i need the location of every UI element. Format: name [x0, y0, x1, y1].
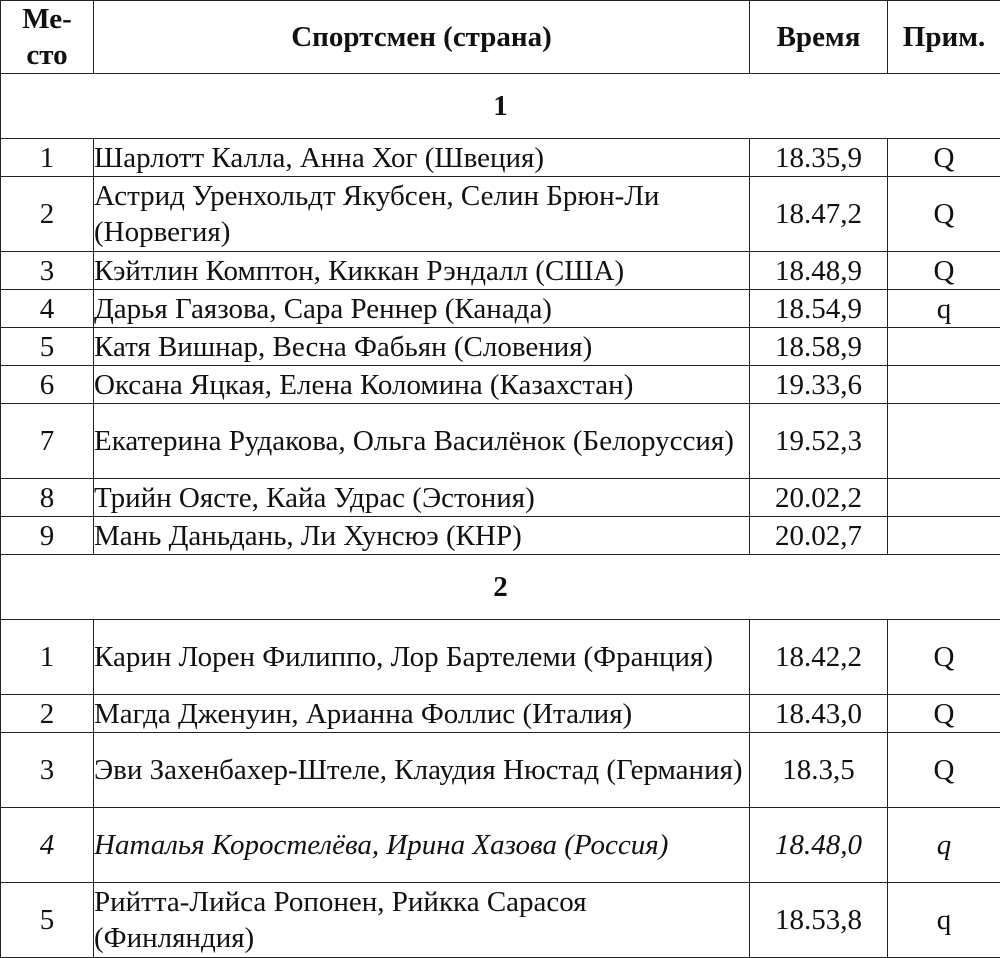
time-cell: 19.33,6: [750, 366, 888, 404]
table-row: [1, 695, 1000, 733]
note-cell: Q: [888, 620, 1000, 695]
group-header-1: [1, 74, 1000, 139]
note-cell: [888, 366, 1000, 404]
athletes-cell: Трийн Оясте, Кайа Удрас (Эстония): [94, 479, 750, 517]
time-cell: 18.53,8: [750, 883, 888, 958]
note-cell: Q: [888, 252, 1000, 290]
place-cell: 5: [1, 883, 94, 958]
header-place-line1: Ме-: [22, 3, 72, 35]
table-row: [1, 479, 1000, 517]
table-row: [1, 733, 1000, 808]
place-cell: 5: [1, 328, 94, 366]
time-cell: 18.54,9: [750, 290, 888, 328]
athletes-cell: Катя Вишнар, Весна Фабьян (Словения): [94, 328, 750, 366]
header-place: [1, 1, 94, 74]
athletes-cell: Рийтта-Лийса Ропонен, Рийкка Сарасоя (Финляндия): [94, 883, 750, 958]
table-row-highlighted: [1, 808, 1000, 883]
group-label: 1: [1, 74, 1000, 139]
athletes-cell: Шарлотт Калла, Анна Хог (Швеция): [94, 139, 750, 177]
place-cell: 7: [1, 404, 94, 479]
athletes-cell: Наталья Коростелёва, Ирина Хазова (Россия): [94, 808, 750, 883]
note-cell: q: [888, 883, 1000, 958]
place-cell: 1: [1, 620, 94, 695]
time-cell: 20.02,7: [750, 517, 888, 555]
time-cell: 18.35,9: [750, 139, 888, 177]
athletes-cell: Кэйтлин Комптон, Киккан Рэндалл (США): [94, 252, 750, 290]
athletes-cell: Оксана Яцкая, Елена Коломина (Казахстан): [94, 366, 750, 404]
place-cell: 4: [1, 808, 94, 883]
table-row: [1, 517, 1000, 555]
table-row: [1, 366, 1000, 404]
table-row: [1, 404, 1000, 479]
table-row: [1, 139, 1000, 177]
athletes-cell: Карин Лорен Филиппо, Лор Бартелеми (Франция): [94, 620, 750, 695]
athletes-cell: Магда Дженуин, Арианна Фоллис (Италия): [94, 695, 750, 733]
header-athletes: Спортсмен (страна): [94, 1, 750, 74]
time-cell: 18.3,5: [750, 733, 888, 808]
note-cell: [888, 404, 1000, 479]
header-place-line2: сто: [26, 39, 68, 71]
table-row: [1, 328, 1000, 366]
place-cell: 9: [1, 517, 94, 555]
note-cell: Q: [888, 177, 1000, 252]
athletes-cell: Эви Захенбахер-Штеле, Клаудия Нюстад (Германия): [94, 733, 750, 808]
note-cell: [888, 517, 1000, 555]
time-cell: 18.48,0: [750, 808, 888, 883]
header-time: Время: [750, 1, 888, 74]
time-cell: 18.48,9: [750, 252, 888, 290]
place-cell: 2: [1, 695, 94, 733]
group-header-2: [1, 555, 1000, 620]
place-cell: 6: [1, 366, 94, 404]
time-cell: 18.47,2: [750, 177, 888, 252]
header-row: [1, 1, 1000, 74]
athletes-cell: Мань Даньдань, Ли Хунсюэ (КНР): [94, 517, 750, 555]
table-row: [1, 252, 1000, 290]
place-cell: 8: [1, 479, 94, 517]
table-row: [1, 177, 1000, 252]
group-label: 2: [1, 555, 1000, 620]
place-cell: 1: [1, 139, 94, 177]
note-cell: Q: [888, 733, 1000, 808]
table-row: [1, 620, 1000, 695]
note-cell: q: [888, 808, 1000, 883]
table-row: [1, 290, 1000, 328]
note-cell: q: [888, 290, 1000, 328]
place-cell: 3: [1, 733, 94, 808]
athletes-cell: Екатерина Рудакова, Ольга Василёнок (Белоруссия): [94, 404, 750, 479]
note-cell: Q: [888, 695, 1000, 733]
athletes-cell: Астрид Уренхольдт Якубсен, Селин Брюн-Ли (Норвегия): [94, 177, 750, 252]
note-cell: Q: [888, 139, 1000, 177]
note-cell: [888, 328, 1000, 366]
time-cell: 18.58,9: [750, 328, 888, 366]
note-cell: [888, 479, 1000, 517]
athletes-cell: Дарья Гаязова, Сара Реннер (Канада): [94, 290, 750, 328]
time-cell: 19.52,3: [750, 404, 888, 479]
place-cell: 2: [1, 177, 94, 252]
time-cell: 20.02,2: [750, 479, 888, 517]
time-cell: 18.43,0: [750, 695, 888, 733]
place-cell: 4: [1, 290, 94, 328]
header-note: Прим.: [888, 1, 1000, 74]
place-cell: 3: [1, 252, 94, 290]
time-cell: 18.42,2: [750, 620, 888, 695]
table-row: [1, 883, 1000, 958]
